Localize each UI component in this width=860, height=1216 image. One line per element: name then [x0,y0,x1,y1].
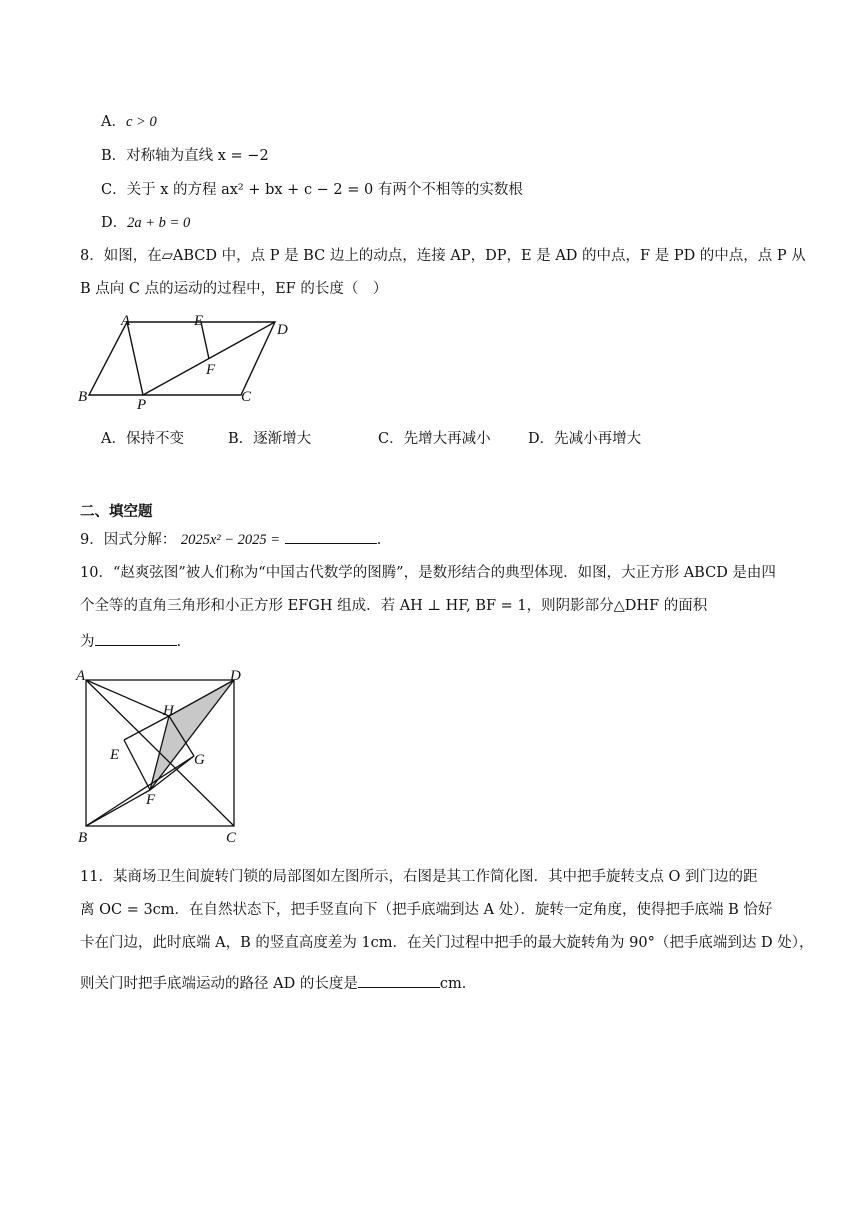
q8-label-f: F [206,362,216,378]
q7-option-d: D．2a + b = 0 [101,215,191,231]
q10-label-e: E [110,747,120,763]
q8-label-d: D [277,322,288,338]
q10-stem-line3: 为 . [80,630,181,652]
q7-option-b: B．对称轴为直线 x = −2 [101,148,269,164]
q10-label-c: C [226,830,237,846]
q10-label-h: H [163,703,174,719]
q11-stem-line3: 卡在门边，此时底端 A，B 的竖直高度差为 1cm．在关门过程中把手的最大旋转角为 90°（把手底端到达 D 处）， [80,935,814,951]
q8-option-c: C．先增大再减小 [378,431,491,447]
q8-option-b: B．逐渐增大 [228,431,312,447]
q8-stem-line2: B 点向 C 点的运动的过程中，EF 的长度（ ） [80,281,388,297]
q10-label-b: B [78,830,88,846]
q10-answer-blank[interactable] [95,630,177,646]
q10-label-d: D [230,668,241,684]
q9-stem: 9．因式分解： 2025x² − 2025 = . [80,528,381,550]
q11-answer-blank[interactable] [358,972,440,988]
q8-stem-line1: 8．如图，在▱ABCD 中，点 P 是 BC 边上的动点，连接 AP，DP，E 是 AD 的中点，F 是 PD 的中点，点 P 从 [80,248,806,264]
q8-option-d: D．先减小再增大 [528,431,642,447]
q10-label-f: F [146,792,156,808]
q10-zhaoshuang-figure [74,664,254,848]
q8-label-c: C [241,389,252,405]
q11-stem-line4: 则关门时把手底端运动的路径 AD 的长度是 cm． [80,972,476,994]
q11-stem-line2: 离 OC = 3cm．在自然状态下，把手竖直向下（把手底端到达 A 处）．旋转一定角度，使得把手底端 B 恰好 [80,902,773,918]
q10-stem-line2: 个全等的直角三角形和小正方形 EFGH 组成．若 AH ⊥ HF, BF = 1，则阴影部分△DHF 的面积 [80,598,708,614]
section-title-fill-in: 二、填空题 [80,503,153,520]
q10-label-g: G [194,752,205,768]
q10-label-a: A [76,668,86,684]
q9-answer-blank[interactable] [285,528,377,544]
q7-option-a: A．c > 0 [101,114,157,130]
q8-label-p: P [137,397,147,412]
q10-stem-line1: 10．“赵爽弦图”被人们称为“中国古代数学的图腾”，是数形结合的典型体现．如图，大正方形 ABCD 是由四 [80,565,776,581]
q8-label-b: B [78,389,88,405]
q8-label-e: E [194,313,204,329]
q8-label-a: A [121,313,131,329]
q7-option-c: C．关于 x 的方程 ax² + bx + c − 2 = 0 有两个不相等的实数根 [101,182,523,198]
q8-parallelogram-figure [75,312,295,412]
q11-stem-line1: 11．某商场卫生间旋转门锁的局部图如左图所示，右图是其工作简化图．其中把手旋转支点 O 到门边的距 [80,869,758,885]
q8-option-a: A．保持不变 [101,431,184,447]
